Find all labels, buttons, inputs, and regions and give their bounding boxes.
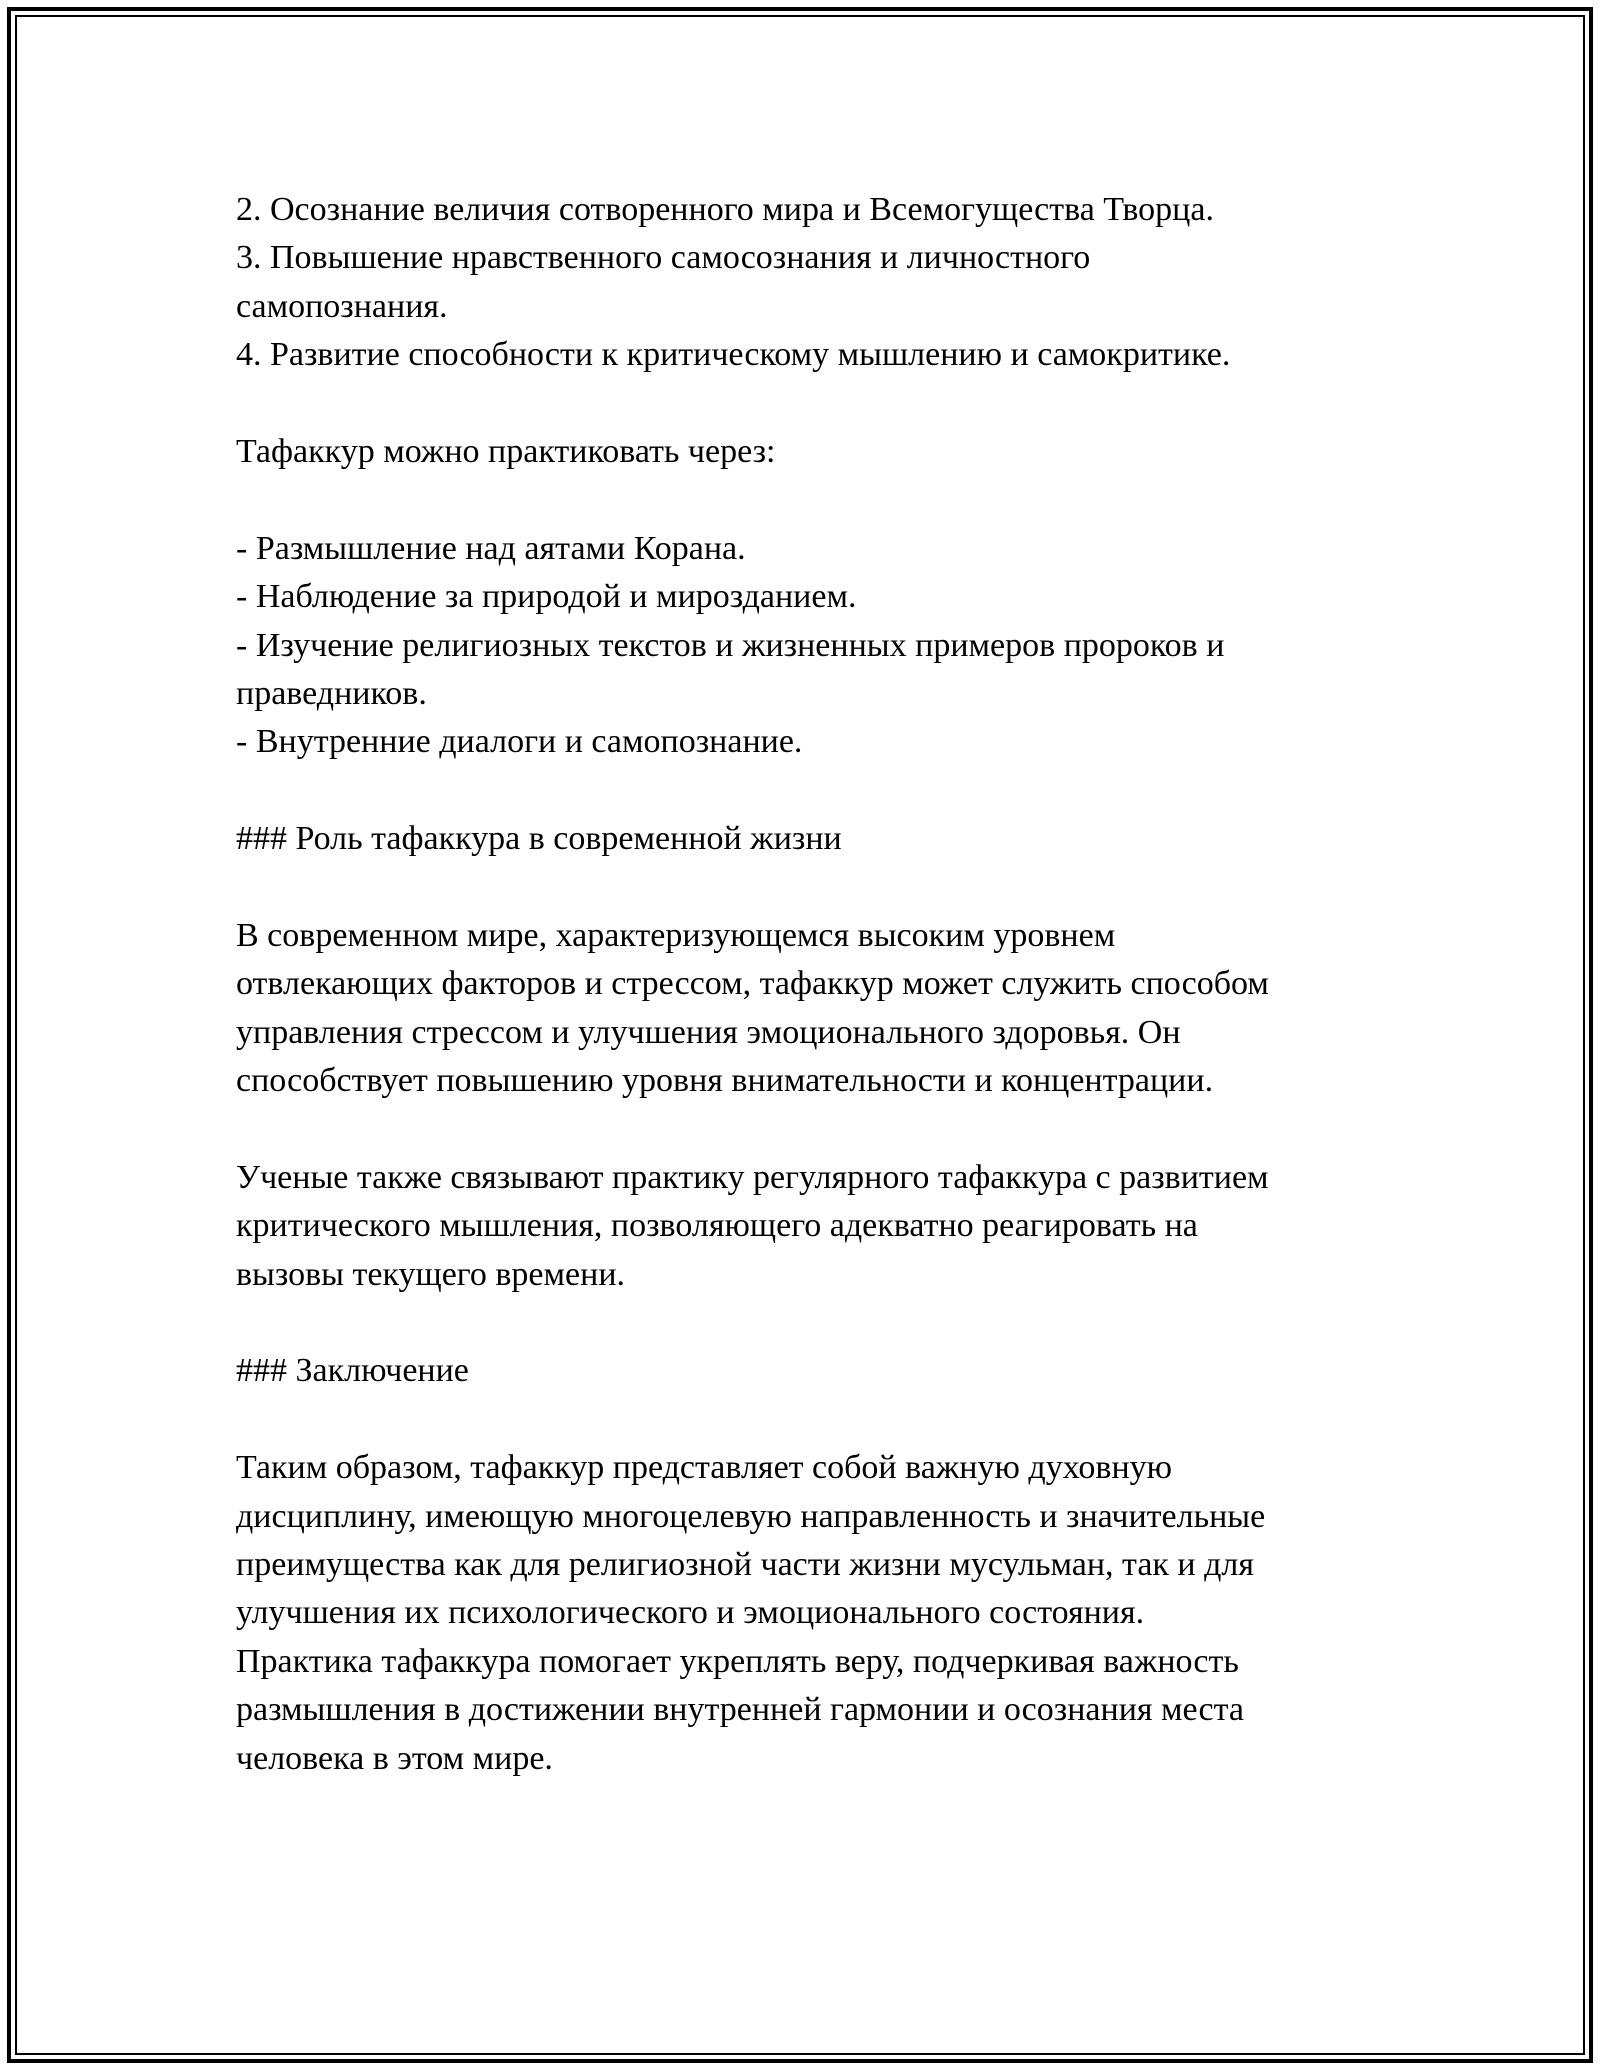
spacer xyxy=(236,767,1386,815)
spacer xyxy=(236,1299,1386,1347)
list-item: 4. Развитие способности к критическому мышлению и самокритике. xyxy=(236,336,1231,374)
paragraph-line: отвлекающих факторов и стрессом, тафаккур может служить способом xyxy=(236,965,1269,1003)
paragraph-line: дисциплину, имеющую многоцелевую направленность и значительные xyxy=(236,1497,1266,1535)
section-heading-conclusion: ### Заключение xyxy=(236,1352,469,1390)
bullet-item: - Размышление над аятами Корана. xyxy=(236,529,746,567)
bullet-item: - Внутренние диалоги и самопознание. xyxy=(236,723,803,761)
spacer xyxy=(236,380,1386,428)
paragraph-line: вызовы текущего времени. xyxy=(236,1255,626,1293)
practice-intro: Тафаккур можно практиковать через: xyxy=(236,432,776,470)
spacer xyxy=(236,863,1386,911)
paragraph-modern xyxy=(236,912,1386,1106)
bullet-list xyxy=(236,525,1386,767)
paragraph-line: управления стрессом и улучшения эмоционального здоровья. Он xyxy=(236,1013,1181,1051)
numbered-list xyxy=(236,186,1386,380)
spacer xyxy=(236,1105,1386,1153)
list-item: 3. Повышение нравственного самосознания и личностного xyxy=(236,239,1091,277)
bullet-item-continuation: праведников. xyxy=(236,674,427,712)
paragraph-line: Таким образом, тафаккур представляет собой важную духовную xyxy=(236,1449,1173,1487)
list-item-continuation: самопознания. xyxy=(236,287,448,325)
document-body xyxy=(236,186,1386,1783)
paragraph-conclusion xyxy=(236,1444,1386,1783)
bullet-item: - Изучение религиозных текстов и жизненных примеров пророков и xyxy=(236,626,1225,664)
paragraph-line: В современном мире, характеризующемся высоким уровнем xyxy=(236,916,1116,954)
section-heading-role: ### Роль тафаккура в современной жизни xyxy=(236,820,842,858)
spacer xyxy=(236,476,1386,524)
paragraph-scholars xyxy=(236,1154,1386,1299)
bullet-item: - Наблюдение за природой и мирозданием. xyxy=(236,578,857,616)
paragraph-line: улучшения их психологического и эмоционального состояния. xyxy=(236,1594,1145,1632)
paragraph-line: преимущества как для религиозной части жизни мусульман, так и для xyxy=(236,1545,1255,1583)
paragraph-line: человека в этом мире. xyxy=(236,1739,553,1777)
list-item: 2. Осознание величия сотворенного мира и Всемогущества Творца. xyxy=(236,191,1214,228)
paragraph-line: размышления в достижении внутренней гармонии и осознания места xyxy=(236,1691,1244,1729)
paragraph-line: Практика тафаккура помогает укреплять веру, подчеркивая важность xyxy=(236,1642,1239,1680)
paragraph-line: способствует повышению уровня внимательности и концентрации. xyxy=(236,1062,1214,1100)
paragraph-line: критического мышления, позволяющего адекватно реагировать на xyxy=(236,1207,1198,1245)
spacer xyxy=(236,1396,1386,1444)
paragraph-line: Ученые также связывают практику регулярного тафаккура с развитием xyxy=(236,1158,1269,1196)
